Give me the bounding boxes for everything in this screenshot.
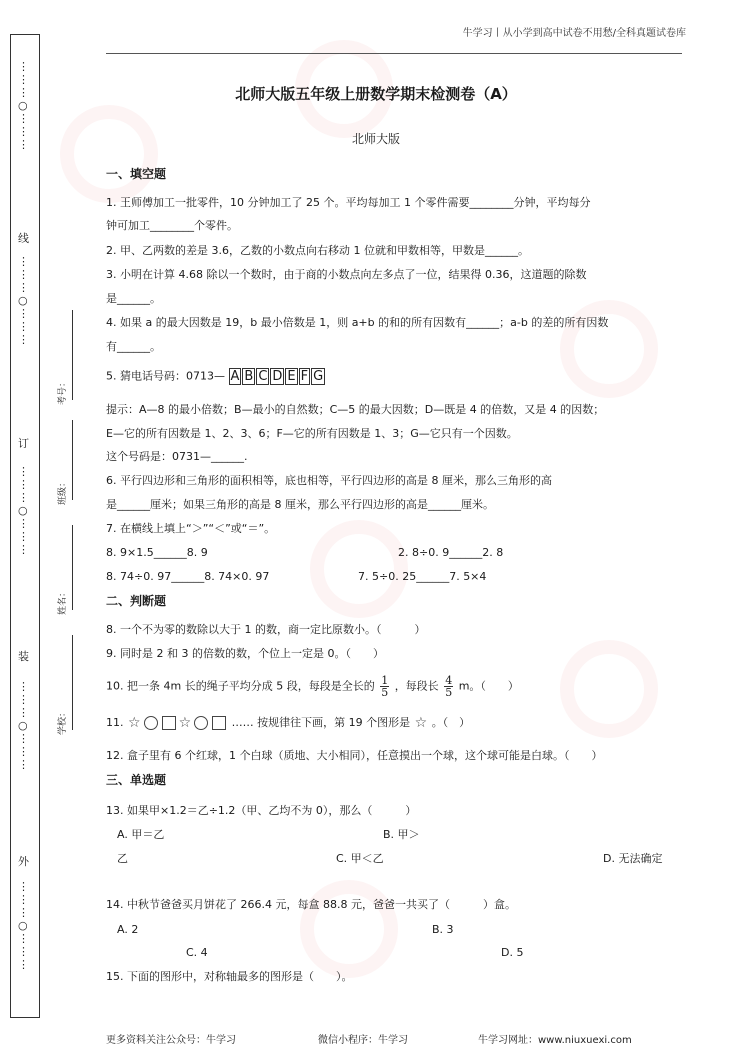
letter-box: G bbox=[313, 369, 324, 384]
question-15: 15. 下面的图形中，对称轴最多的图形是（ ）。 bbox=[106, 970, 353, 983]
binding-label-wai: 外 bbox=[18, 855, 29, 868]
fraction-four-fifths: $\frac{4}{5}$ bbox=[445, 674, 453, 699]
question-7-item: 7. 5÷0. 25______7. 5×4 bbox=[358, 570, 487, 583]
question-14-option-a: A. 2 bbox=[117, 923, 139, 936]
question-6-line-2: 是______厘米；如果三角形的高是 8 厘米，那么平行四边形的高是______厘米。 bbox=[106, 498, 494, 511]
exam-number-line bbox=[72, 310, 73, 400]
question-13: 13. 如果甲×1.2＝乙÷1.2（甲、乙均不为 0），那么（ ） bbox=[106, 804, 417, 817]
letter-box: B bbox=[244, 369, 254, 384]
question-4-line-1: 4. 如果 a 的最大因数是 19，b 最小倍数是 1，则 a+b 的和的所有因数有______；a-b 的差的所有因数 bbox=[106, 316, 609, 329]
question-11-text: 按规律往下画，第 19 个图形是 bbox=[257, 716, 411, 729]
binding-label-ding: 订 bbox=[18, 437, 29, 450]
question-11 bbox=[106, 715, 470, 731]
question-14-option-c: C. 4 bbox=[186, 946, 208, 959]
question-1-line-2: 钟可加工________个零件。 bbox=[106, 219, 238, 232]
question-7-item: 8. 9×1.5______8. 9 bbox=[106, 546, 208, 559]
question-1-line-1: 1. 王师傅加工一批零件，10 分钟加工了 25 个。平均每加工 1 个零件需要________分钟，平均每分 bbox=[106, 196, 591, 209]
question-13-option-a: A. 甲＝乙 bbox=[117, 828, 165, 841]
phone-letter-boxes bbox=[229, 368, 327, 385]
question-13-option-d: D. 无法确定 bbox=[603, 852, 663, 865]
binding-label-xian: 线 bbox=[18, 232, 29, 245]
circle-icon bbox=[144, 716, 158, 730]
question-10 bbox=[106, 675, 519, 698]
question-5 bbox=[106, 368, 326, 385]
question-3-line-1: 3. 小明在计算 4.68 除以一个数时，由于商的小数点向左多点了一位，结果得 0.36，这道题的除数 bbox=[106, 268, 587, 281]
binding-dots: ⋮ ⋮ ⋮ ○ ⋮ ⋮ ⋮ bbox=[18, 60, 29, 151]
binding-dots: ⋮ ⋮ ⋮ ○ ⋮ ⋮ ⋮ bbox=[18, 465, 29, 556]
question-11-number: 11. bbox=[106, 716, 124, 729]
question-5-text: 5. 猜电话号码：0713— bbox=[106, 369, 225, 383]
school-label: 学校： bbox=[58, 707, 68, 735]
binding-dots: ⋮ ⋮ ⋮ ○ ⋮ ⋮ ⋮ bbox=[18, 880, 29, 971]
question-10-text: 10. 把一条 4m 长的绳子平均分成 5 段，每段是全长的 bbox=[106, 679, 375, 693]
question-14-option-b: B. 3 bbox=[432, 923, 454, 936]
binding-dots: ⋮ ⋮ ⋮ ○ ⋮ ⋮ ⋮ bbox=[18, 680, 29, 771]
binding-dots: ⋮ ⋮ ⋮ ○ ⋮ ⋮ ⋮ bbox=[18, 255, 29, 346]
question-8: 8. 一个不为零的数除以大于 1 的数，商一定比原数小。（ ） bbox=[106, 623, 426, 636]
star-icon: ☆ bbox=[414, 715, 428, 731]
class-label: 班级： bbox=[58, 477, 68, 505]
question-6-line-1: 6. 平行四边形和三角形的面积相等，底也相等，平行四边形的高是 8 厘米，那么三角形的高 bbox=[106, 474, 552, 487]
letter-box: A bbox=[230, 369, 240, 384]
exam-subtitle: 北师大版 bbox=[351, 132, 400, 146]
footer-website-link[interactable]: 牛学习网址：www.niuxuexi.com bbox=[478, 1035, 632, 1046]
question-13-option-b-cont: 乙 bbox=[117, 852, 128, 865]
watermark-logo bbox=[60, 105, 158, 203]
question-7-item: 2. 8÷0. 9______2. 8 bbox=[398, 546, 504, 559]
letter-box: F bbox=[300, 369, 309, 384]
binding-label-zhuang: 装 bbox=[18, 650, 29, 663]
question-11-dots: …… bbox=[231, 716, 254, 729]
question-11-text: 。（ ） bbox=[431, 716, 471, 729]
square-icon bbox=[162, 716, 176, 730]
question-12: 12. 盒子里有 6 个红球，1 个白球（质地、大小相同），任意摸出一个球，这个球可能是白球。（ ） bbox=[106, 749, 603, 762]
header-rule bbox=[106, 53, 682, 54]
school-line bbox=[72, 635, 73, 730]
watermark-logo bbox=[560, 640, 658, 738]
question-3-line-2: 是______。 bbox=[106, 292, 161, 305]
circle-icon bbox=[194, 716, 208, 730]
question-10-text: ，每段长 bbox=[394, 679, 439, 693]
letter-box: D bbox=[272, 369, 283, 384]
question-5-answer: 这个号码是：0731—______. bbox=[106, 450, 248, 463]
section-heading: 三、单选题 bbox=[106, 773, 167, 787]
question-14: 14. 中秋节爸爸买月饼花了 266.4 元，每盒 88.8 元，爸爸一共买了（ ）盒。 bbox=[106, 898, 516, 911]
question-10-text: m。（ ） bbox=[458, 679, 519, 693]
question-2: 2. 甲、乙两数的差是 3.6，乙数的小数点向右移动 1 位就和甲数相等，甲数是______。 bbox=[106, 244, 529, 257]
exam-title: 北师大版五年级上册数学期末检测卷（A） bbox=[235, 85, 517, 103]
name-line bbox=[72, 525, 73, 610]
question-4-line-2: 有______。 bbox=[106, 340, 161, 353]
exam-number-label: 考号： bbox=[58, 377, 68, 405]
star-icon: ☆ bbox=[128, 715, 141, 731]
name-label: 姓名： bbox=[58, 587, 68, 615]
section-heading: 二、判断题 bbox=[106, 594, 167, 608]
watermark-logo bbox=[300, 880, 398, 978]
footer-mini-program: 微信小程序：牛学习 bbox=[318, 1035, 408, 1046]
section-heading: 一、填空题 bbox=[106, 167, 167, 181]
question-13-option-c: C. 甲＜乙 bbox=[336, 852, 384, 865]
question-5-hint-1: 提示：A—8 的最小倍数；B—最小的自然数；C—5 的最大因数；D—既是 4 的倍数，又是 4 的因数； bbox=[106, 403, 605, 416]
shape-sequence bbox=[127, 715, 228, 731]
question-7-item: 8. 74÷0. 97______8. 74×0. 97 bbox=[106, 570, 270, 583]
square-icon bbox=[212, 716, 226, 730]
footer-wechat-account: 更多资料关注公众号：牛学习 bbox=[106, 1035, 236, 1046]
page-header: 牛学习丨从小学到高中试卷不用愁/全科真题试卷库 bbox=[462, 28, 686, 39]
fraction-one-fifth: $\frac{1}{5}$ bbox=[381, 674, 389, 699]
letter-box: E bbox=[287, 369, 296, 384]
question-7: 7. 在横线上填上“＞”“＜”或“＝”。 bbox=[106, 522, 276, 535]
question-13-option-b: B. 甲＞ bbox=[383, 828, 420, 841]
question-14-option-d: D. 5 bbox=[501, 946, 524, 959]
letter-box: C bbox=[258, 369, 268, 384]
question-5-hint-2: E—它的所有因数是 1、2、3、6；F—它的所有因数是 1、3；G—它只有一个因数。 bbox=[106, 427, 518, 440]
class-line bbox=[72, 420, 73, 500]
star-icon: ☆ bbox=[178, 715, 192, 731]
question-9: 9. 同时是 2 和 3 的倍数的数，个位上一定是 0。（ ） bbox=[106, 647, 384, 660]
